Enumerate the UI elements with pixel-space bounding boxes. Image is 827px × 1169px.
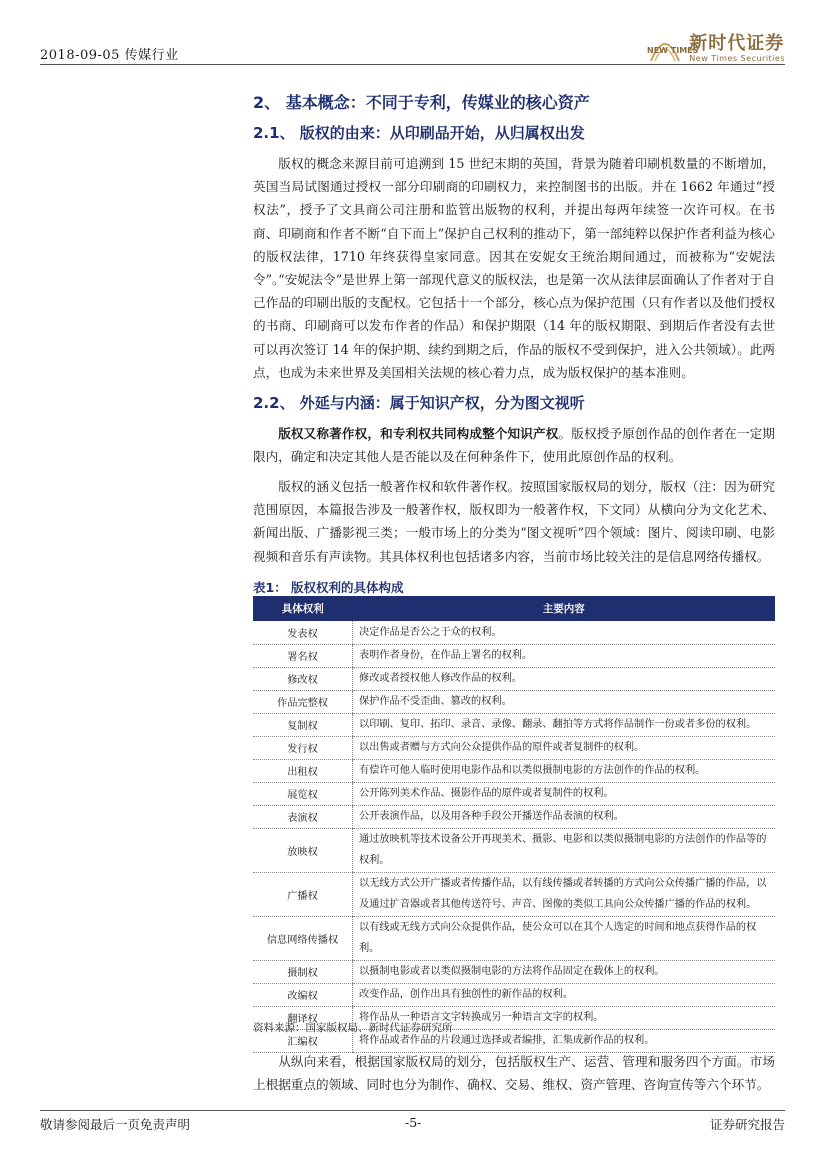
table-cell-content: 将作品从一种语言文字转换成另一种语言文字的权利。 [353, 1006, 776, 1029]
table-row [253, 782, 775, 805]
paragraph-closing: 从纵向来看，根据国家版权局的划分，包括版权生产、运营、管理和服务四个方面。市场上根据重点的领域、同时也分为制作、确权、交易、维权、资产管理、咨询宣传等六个环节。 [253, 1054, 775, 1093]
rights-table [253, 596, 775, 1053]
table-cell-right: 修改权 [253, 667, 353, 690]
table-row [253, 872, 775, 916]
footer-report-type: 证券研究报告 [709, 1117, 785, 1132]
logo-mark-text: NEW TIMES [647, 46, 699, 55]
paragraph-definition-2: 版权的涵义包括一般著作权和软件著作权。按照国家版权局的划分，版权（注：因为研究范围原因，本篇报告涉及一般著作权，版权即为一般著作权，下文同）从横向分为文化艺术、新闻出版、广播影视三类；一般市场上的分类为“图文视听”四个领域：图片、阅读印刷、电影视频和音乐有声读物。其具体权利也包括诸多内容，当前市场比较关注的是信息网络传播权。 [253, 479, 775, 564]
footer-disclaimer: 敬请参阅最后一页免责声明 [40, 1117, 191, 1132]
table-cell-right: 发表权 [253, 621, 353, 644]
table-cell-content: 公开陈列美术作品、摄影作品的原件或者复制件的权利。 [353, 782, 776, 805]
table-row [253, 713, 775, 736]
table-cell-right: 出租权 [253, 759, 353, 782]
table-row [253, 983, 775, 1006]
paragraph-origin-2: “安妮法令”是世界上第一部现代意义的版权法，也是第一次从法律层面确认了作者对于自己作品的印刷出版的支配权。它包括十一个部分，核心点为保护范围（只有作者以及他们授权的书商、印刷商可以发布作者的作品）和保护期限（14 年的版权期限、到期后作者没有去世可以再次签订 14 年的保护期、续约到期之后，作品的版权不受到保护，进入公共领域）。此两点，也成为未来世界及美国相关法规的核心着力点，成为版权保护的基本准则。 [253, 272, 775, 380]
table-cell-right: 作品完整权 [253, 690, 353, 713]
table-cell-right: 改编权 [253, 983, 353, 1006]
table-cell-content: 通过放映机等技术设备公开再现美术、摄影、电影和以类似摄制电影的方法创作的作品等的权利。 [353, 828, 776, 872]
table-cell-content: 决定作品是否公之于众的权利。 [353, 621, 776, 644]
table-cell-content: 以有线或无线方式向公众提供作品，使公众可以在其个人选定的时间和地点获得作品的权利。 [353, 916, 776, 960]
table-cell-right: 表演权 [253, 805, 353, 828]
table-row [253, 960, 775, 983]
table-cell-content: 以摄制电影或者以类似摄制电影的方法将作品固定在载体上的权利。 [353, 960, 776, 983]
logo-english-name: New Times Securities [689, 53, 785, 63]
table-cell-right: 汇编权 [253, 1029, 353, 1052]
table-body [253, 621, 775, 1052]
table-cell-content: 以无线方式公开广播或者传播作品，以有线传播或者转播的方式向公众传播广播的作品，以及通过扩音器或者其他传送符号、声音、图像的类似工具向公众传播广播的作品的权利。 [353, 872, 776, 916]
table-row [253, 667, 775, 690]
table-cell-content: 公开表演作品，以及用各种手段公开播送作品表演的权利。 [353, 805, 776, 828]
table-row [253, 759, 775, 782]
table-cell-content: 以印刷、复印、拓印、录音、录像、翻录、翻拍等方式将作品制作一份或者多份的权利。 [353, 713, 776, 736]
table-cell-right: 署名权 [253, 644, 353, 667]
table-header-content: 主要内容 [353, 596, 776, 621]
table-header-right: 具体权利 [253, 596, 353, 621]
table-row [253, 621, 775, 644]
table-cell-content: 表明作者身份，在作品上署名的权利。 [353, 644, 776, 667]
table-source: 资料来源：国家版权局、新时代证券研究所 [253, 1022, 453, 1034]
footer-divider [40, 1110, 785, 1111]
table-row [253, 828, 775, 872]
table-cell-content: 有偿许可他人临时使用电影作品和以类似摄制电影的方法创作的作品的权利。 [353, 759, 776, 782]
table-cell-right: 信息网络传播权 [253, 916, 353, 960]
table-cell-content: 以出售或者赠与方式向公众提供作品的原件或者复制件的权利。 [353, 736, 776, 759]
table-cell-right: 广播权 [253, 872, 353, 916]
header-date-sector: 2018-09-05 传媒行业 [40, 48, 179, 63]
table-title: 表1： 版权权利的具体构成 [253, 580, 404, 595]
definition-bold-text: 版权又称著作权，和专利权共同构成整个知识产权 [278, 426, 559, 441]
subsection-heading-2-2: 2.2、 外延与内涵：属于知识产权，分为图文视听 [253, 394, 585, 412]
logo-chinese-name: 新时代证券 [689, 32, 785, 54]
paragraph-definition-1 [253, 422, 775, 468]
table-cell-right: 翻译权 [253, 1006, 353, 1029]
section-heading: 2、 基本概念：不同于专利，传媒业的核心资产 [253, 93, 590, 112]
table-cell-content: 保护作品不受歪曲、篡改的权利。 [353, 690, 776, 713]
definition-rest-text: 。版权授予原创作品的创作者在一定期限内，确定和决定其他人是否能以及在何种条件下，使用此原创作品的权利。 [253, 426, 776, 465]
table-row [253, 690, 775, 713]
table-cell-content: 修改或者授权他人修改作品的权利。 [353, 667, 776, 690]
table-row [253, 736, 775, 759]
table-cell-right: 复制权 [253, 713, 353, 736]
table-row [253, 916, 775, 960]
table-cell-content: 将作品或者作品的片段通过选择或者编排，汇集成新作品的权利。 [353, 1029, 776, 1052]
table-cell-right: 摄制权 [253, 960, 353, 983]
paragraph-origin-1: 版权的概念来源目前可追溯到 15 世纪末期的英国，背景为随着印刷机数量的不断增加，英国当局试图通过授权一部分印刷商的印刷权力，来控制图书的出版。并在 1662 年通过“授权法”，授予了文具商公司注册和监管出版物的权利，并提出每两年续签一次许可权。在书商、印刷商和作者不断“自下而上”保护自己权利的推动下，第一部纯粹以保护作者利益为核心的版权法律，1710 年终获得皇家同意。因其在安妮女王统治期间通过，而被称为“安妮法令”。 [253, 156, 775, 288]
table-header-row [253, 596, 775, 621]
table-cell-right: 放映权 [253, 828, 353, 872]
table-cell-right: 展览权 [253, 782, 353, 805]
header-divider [40, 64, 785, 65]
logo-mark-icon [645, 31, 699, 65]
subsection-heading-2-1: 2.1、 版权的由来：从印刷品开始，从归属权出发 [253, 124, 585, 142]
table-row [253, 805, 775, 828]
company-logo [645, 30, 785, 66]
table-row [253, 644, 775, 667]
page-number: -5- [405, 1115, 422, 1130]
table-cell-right: 发行权 [253, 736, 353, 759]
table-cell-content: 改变作品，创作出具有独创性的新作品的权利。 [353, 983, 776, 1006]
